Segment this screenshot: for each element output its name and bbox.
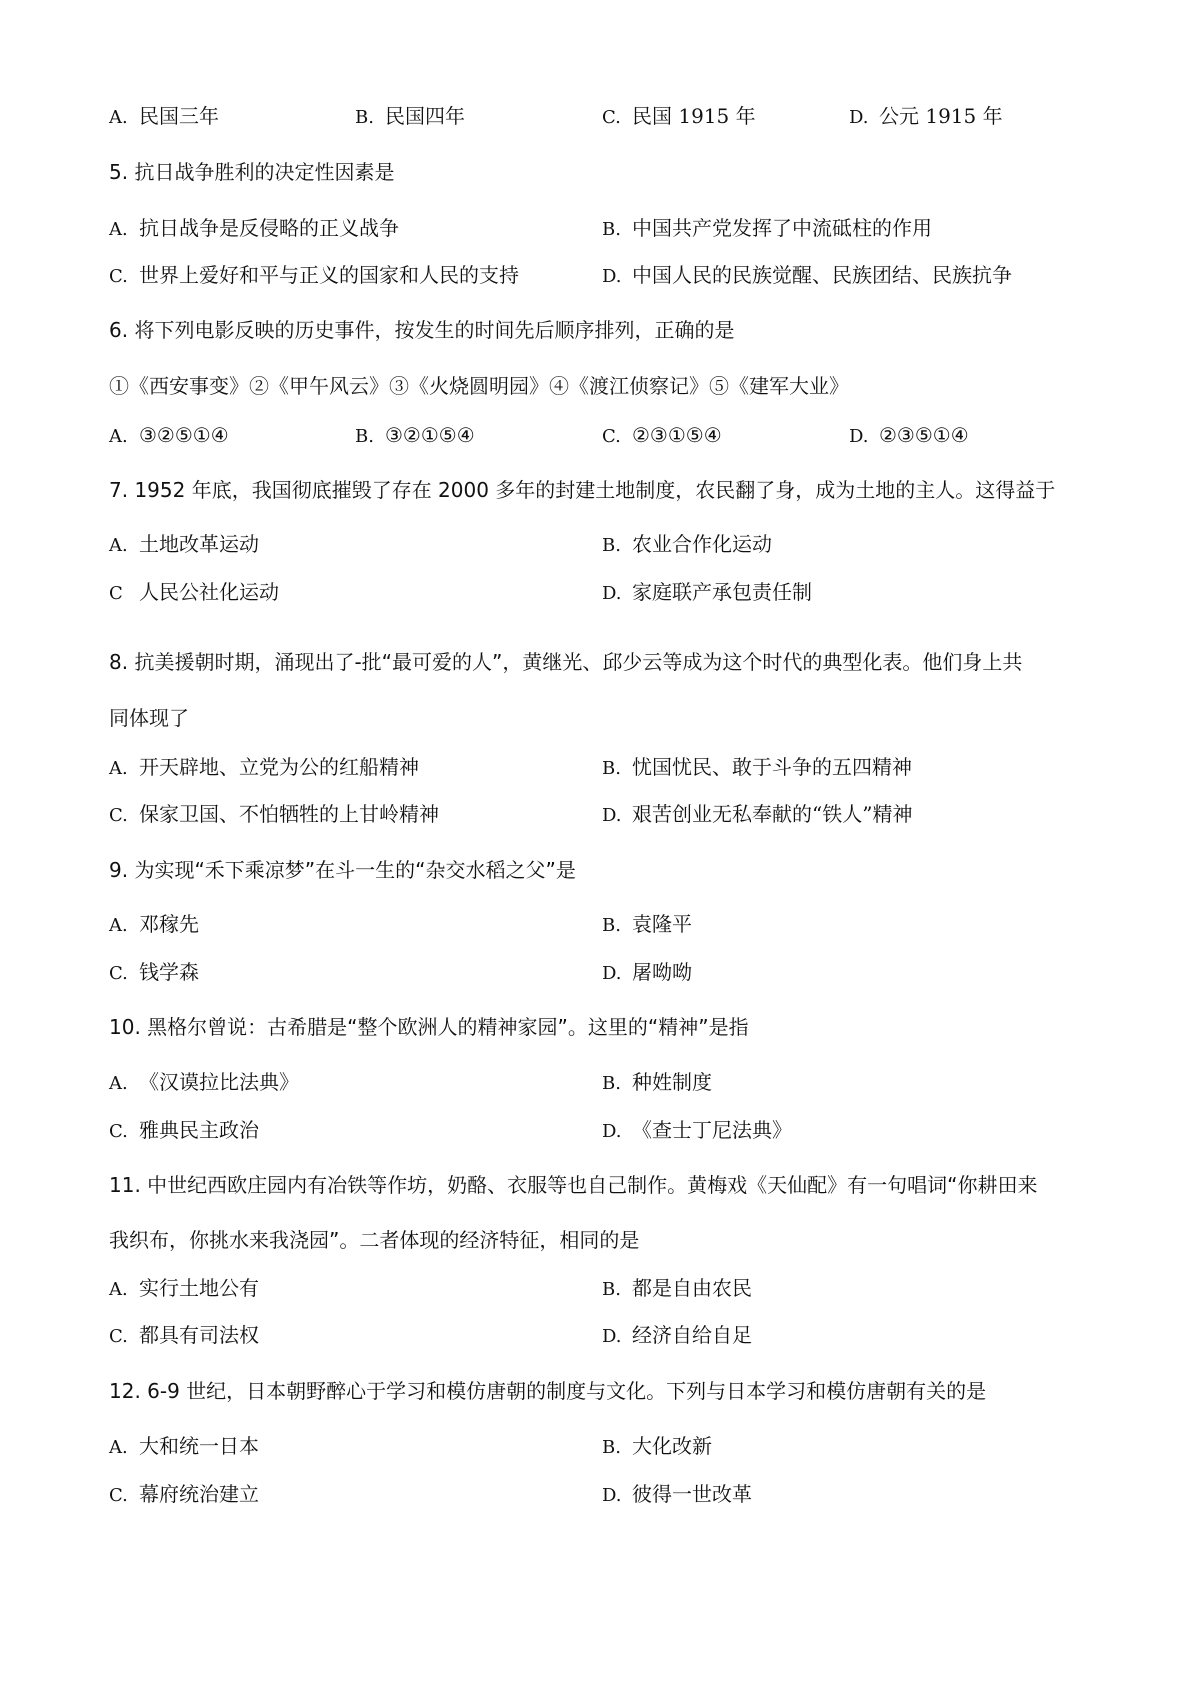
q6-option-b: B. ③②①⑤④ xyxy=(355,423,475,447)
q11-stem-line1: 11. 中世纪西欧庄园内有冶铁等作坊，奶酪、衣服等也自己制作。黄梅戏《天仙配》有一句唱词“你耕田来 xyxy=(109,1173,1038,1197)
q9-option-a: A. 邓稼先 xyxy=(109,912,199,936)
q8-option-b: B. 忧国忧民、敢于斗争的五四精神 xyxy=(602,755,912,779)
q12-option-b: B. 大化改新 xyxy=(602,1434,712,1458)
q4-option-b: B. 民国四年 xyxy=(355,104,465,128)
q9-option-c: C. 钱学森 xyxy=(109,960,199,984)
q4-option-c: C. 民国 1915 年 xyxy=(602,104,756,128)
q7-option-c: C 人民公社化运动 xyxy=(109,580,279,604)
q10-option-b: B. 种姓制度 xyxy=(602,1070,712,1094)
q8-option-c: C. 保家卫国、不怕牺牲的上甘岭精神 xyxy=(109,802,439,826)
q8-option-a: A. 开天辟地、立党为公的红船精神 xyxy=(109,755,419,779)
q11-option-c: C. 都具有司法权 xyxy=(109,1323,259,1347)
q5-option-b: B. 中国共产党发挥了中流砥柱的作用 xyxy=(602,216,932,240)
q9-option-b: B. 袁隆平 xyxy=(602,912,692,936)
q4-option-a: A. 民国三年 xyxy=(109,104,219,128)
q4-option-d: D. 公元 1915 年 xyxy=(849,104,1003,128)
q9-option-d: D. 屠呦呦 xyxy=(602,960,692,984)
q6-option-d: D. ②③⑤①④ xyxy=(849,423,969,447)
q9-stem: 9. 为实现“禾下乘凉梦”在斗一生的“杂交水稻之父”是 xyxy=(109,858,576,882)
q11-stem-line2: 我织布，你挑水来我浇园”。二者体现的经济特征，相同的是 xyxy=(109,1228,640,1252)
q7-option-d: D. 家庭联产承包责任制 xyxy=(602,580,812,604)
q6-stem: 6. 将下列电影反映的历史事件，按发生的时间先后顺序排列，正确的是 xyxy=(109,318,735,342)
q12-option-a: A. 大和统一日本 xyxy=(109,1434,259,1458)
q10-option-d: D. 《查士丁尼法典》 xyxy=(602,1118,792,1142)
q12-option-d: D. 彼得一世改革 xyxy=(602,1482,752,1506)
q10-option-a: A. 《汉谟拉比法典》 xyxy=(109,1070,299,1094)
q12-stem: 12. 6-9 世纪，日本朝野醉心于学习和模仿唐朝的制度与文化。下列与日本学习和模仿唐朝有关的是 xyxy=(109,1379,987,1403)
q6-material: ①《西安事变》②《甲午风云》③《火烧圆明园》④《渡江侦察记》⑤《建军大业》 xyxy=(109,374,849,398)
q7-option-a: A. 土地改革运动 xyxy=(109,532,259,556)
q8-stem-line2: 同体现了 xyxy=(109,706,189,730)
q11-option-a: A. 实行土地公有 xyxy=(109,1276,259,1300)
q11-option-d: D. 经济自给自足 xyxy=(602,1323,752,1347)
q8-option-d: D. 艰苦创业无私奉献的“铁人”精神 xyxy=(602,802,913,826)
q12-option-c: C. 幕府统治建立 xyxy=(109,1482,259,1506)
q7-stem: 7. 1952 年底，我国彻底摧毁了存在 2000 多年的封建土地制度，农民翻了身，成为土地的主人。这得益于 xyxy=(109,478,1056,502)
q10-stem: 10. 黑格尔曾说：古希腊是“整个欧洲人的精神家园”。这里的“精神”是指 xyxy=(109,1015,749,1039)
q5-stem: 5. 抗日战争胜利的决定性因素是 xyxy=(109,160,395,184)
q11-option-b: B. 都是自由农民 xyxy=(602,1276,752,1300)
q6-option-c: C. ②③①⑤④ xyxy=(602,423,722,447)
q10-option-c: C. 雅典民主政治 xyxy=(109,1118,259,1142)
q6-option-a: A. ③②⑤①④ xyxy=(109,423,229,447)
q8-stem-line1: 8. 抗美援朝时期，涌现出了-批“最可爱的人”，黄继光、邱少云等成为这个时代的典型化表。他们身上共 xyxy=(109,650,1023,674)
q5-option-d: D. 中国人民的民族觉醒、民族团结、民族抗争 xyxy=(602,263,1012,287)
q5-option-a: A. 抗日战争是反侵略的正义战争 xyxy=(109,216,399,240)
q7-option-b: B. 农业合作化运动 xyxy=(602,532,772,556)
q5-option-c: C. 世界上爱好和平与正义的国家和人民的支持 xyxy=(109,263,519,287)
